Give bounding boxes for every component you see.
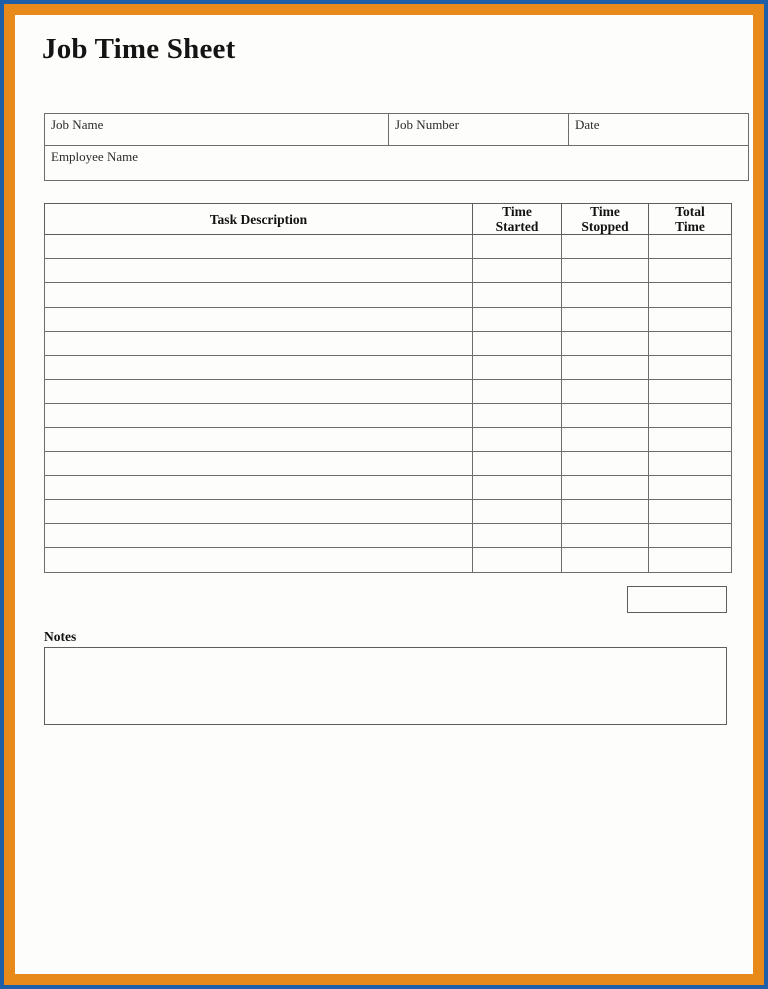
cell-total-time[interactable] [649, 452, 732, 476]
cell-time-stopped[interactable] [562, 403, 649, 427]
table-row [45, 114, 749, 146]
cell-total-time[interactable] [649, 548, 732, 572]
cell-time-stopped[interactable] [562, 331, 649, 355]
column-header-total-time-line2: Time [675, 219, 705, 235]
table-row [45, 524, 732, 548]
cell-total-time[interactable] [649, 235, 732, 259]
cell-task-description[interactable] [45, 524, 473, 548]
column-header-total-time-line1: Total [675, 204, 705, 219]
table-row [45, 476, 732, 500]
cell-time-stopped[interactable] [562, 476, 649, 500]
cell-time-started[interactable] [473, 548, 562, 572]
cell-task-description[interactable] [45, 452, 473, 476]
cell-time-started[interactable] [473, 259, 562, 283]
cell-time-started[interactable] [473, 452, 562, 476]
cell-total-time[interactable] [649, 403, 732, 427]
table-row [45, 146, 749, 181]
column-header-time-stopped-line1: Time [590, 204, 620, 219]
cell-task-description[interactable] [45, 403, 473, 427]
cell-total-time[interactable] [649, 355, 732, 379]
cell-time-stopped[interactable] [562, 548, 649, 572]
employee-name-field[interactable]: Employee Name [45, 146, 749, 181]
cell-time-stopped[interactable] [562, 379, 649, 403]
cell-time-started[interactable] [473, 500, 562, 524]
job-name-field[interactable]: Job Name [45, 114, 389, 146]
cell-time-started[interactable] [473, 476, 562, 500]
cell-time-stopped[interactable] [562, 283, 649, 307]
table-row [45, 331, 732, 355]
column-header-total-time [649, 204, 732, 235]
table-row [45, 427, 732, 451]
cell-task-description[interactable] [45, 235, 473, 259]
cell-task-description[interactable] [45, 283, 473, 307]
cell-task-description[interactable] [45, 331, 473, 355]
table-row [45, 548, 732, 572]
cell-total-time[interactable] [649, 259, 732, 283]
page-border-inner [4, 4, 764, 985]
cell-task-description[interactable] [45, 548, 473, 572]
column-header-time-started-line2: Started [495, 219, 539, 235]
table-row [45, 379, 732, 403]
cell-time-started[interactable] [473, 379, 562, 403]
cell-time-started[interactable] [473, 355, 562, 379]
table-row [45, 452, 732, 476]
cell-time-started[interactable] [473, 331, 562, 355]
cell-time-started[interactable] [473, 403, 562, 427]
cell-time-started[interactable] [473, 283, 562, 307]
table-row [45, 500, 732, 524]
cell-time-stopped[interactable] [562, 524, 649, 548]
column-header-time-started-line1: Time [502, 204, 532, 219]
table-row [45, 259, 732, 283]
cell-task-description[interactable] [45, 427, 473, 451]
cell-task-description[interactable] [45, 500, 473, 524]
page-title: Job Time Sheet [42, 33, 236, 65]
cell-time-stopped[interactable] [562, 452, 649, 476]
column-header-time-stopped-line2: Stopped [581, 219, 629, 235]
cell-total-time[interactable] [649, 307, 732, 331]
grand-total-cell[interactable] [627, 586, 727, 613]
table-row [45, 355, 732, 379]
cell-time-stopped[interactable] [562, 235, 649, 259]
column-header-time-stopped [562, 204, 649, 235]
task-table-body [45, 235, 732, 572]
cell-task-description[interactable] [45, 355, 473, 379]
cell-time-stopped[interactable] [562, 355, 649, 379]
cell-total-time[interactable] [649, 379, 732, 403]
table-header-row [45, 204, 732, 235]
column-header-time-started [473, 204, 562, 235]
cell-total-time[interactable] [649, 331, 732, 355]
cell-task-description[interactable] [45, 259, 473, 283]
cell-task-description[interactable] [45, 379, 473, 403]
notes-input[interactable] [44, 647, 727, 725]
notes-label: Notes [44, 629, 77, 644]
cell-task-description[interactable] [45, 307, 473, 331]
cell-time-stopped[interactable] [562, 259, 649, 283]
cell-total-time[interactable] [649, 500, 732, 524]
job-number-field[interactable]: Job Number [389, 114, 569, 146]
cell-task-description[interactable] [45, 476, 473, 500]
cell-time-started[interactable] [473, 427, 562, 451]
task-time-table [44, 203, 732, 573]
cell-time-started[interactable] [473, 307, 562, 331]
cell-time-stopped[interactable] [562, 427, 649, 451]
job-info-table [44, 113, 749, 181]
cell-total-time[interactable] [649, 427, 732, 451]
table-row [45, 403, 732, 427]
cell-time-started[interactable] [473, 235, 562, 259]
table-row [45, 235, 732, 259]
document-page [15, 15, 753, 974]
cell-total-time[interactable] [649, 283, 732, 307]
column-header-task-description: Task Description [45, 204, 473, 235]
date-field[interactable]: Date [569, 114, 749, 146]
cell-total-time[interactable] [649, 476, 732, 500]
cell-time-started[interactable] [473, 524, 562, 548]
cell-time-stopped[interactable] [562, 307, 649, 331]
cell-total-time[interactable] [649, 524, 732, 548]
table-row [45, 307, 732, 331]
table-row [45, 283, 732, 307]
cell-time-stopped[interactable] [562, 500, 649, 524]
